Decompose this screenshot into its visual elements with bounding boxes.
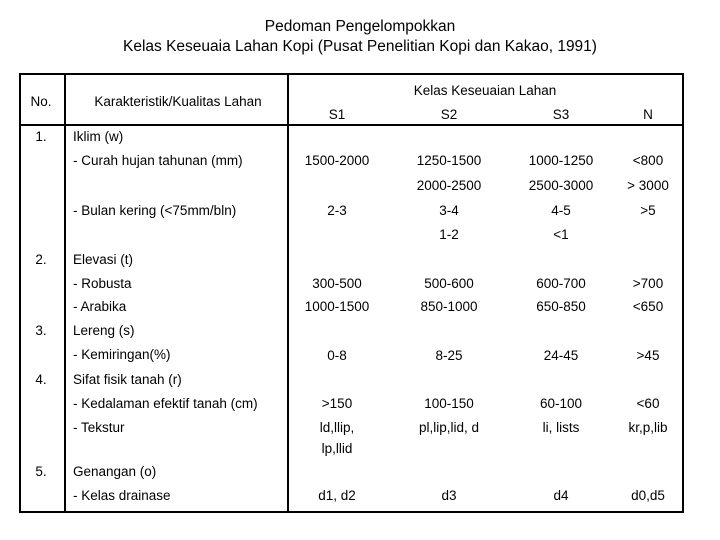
table-cell: d4 (553, 488, 569, 503)
section-name: Lereng (s) (73, 323, 135, 338)
table-cell: 300-500 (312, 276, 362, 291)
col-divider-no (64, 73, 66, 513)
section-number: 1. (35, 129, 47, 144)
table-cell: <1 (553, 227, 569, 242)
row-label: - Tekstur (73, 420, 125, 435)
section-name: Iklim (w) (73, 129, 124, 144)
table-cell: d1, d2 (318, 488, 356, 503)
section-name: Elevasi (t) (73, 252, 134, 267)
table-cell: 850-1000 (420, 299, 478, 314)
table-cell: >45 (636, 348, 660, 363)
row-label: - Bulan kering (<75mm/bln) (73, 203, 237, 218)
table-cell: <650 (632, 299, 664, 314)
table-cell: d3 (441, 488, 457, 503)
table-cell: 2000-2500 (416, 178, 482, 193)
header-class-group: Kelas Keseuaian Lahan (413, 83, 557, 98)
table-cell: > 3000 (627, 178, 669, 193)
section-number: 3. (35, 323, 47, 338)
table-cell: 1500-2000 (304, 153, 370, 168)
row-label: - Kelas drainase (73, 488, 171, 503)
table-cell: pl,lip,lid, d (418, 420, 480, 435)
table-cell: kr,p,lib (628, 420, 668, 435)
table-border-top (19, 73, 684, 75)
table-cell: 24-45 (543, 348, 579, 363)
title-line-1: Pedoman Pengelompokkan (264, 18, 456, 35)
table-cell: >5 (640, 203, 656, 218)
row-label: - Robusta (73, 276, 132, 291)
table-cell: 1000-1500 (304, 299, 370, 314)
table-cell: 100-150 (424, 396, 474, 411)
table-cell: lp,llid (321, 441, 353, 456)
row-label: - Arabika (73, 299, 127, 314)
table-cell: 8-25 (435, 348, 463, 363)
section-number: 5. (35, 464, 47, 479)
header-s3: S3 (552, 107, 570, 122)
table-border-bottom (19, 511, 684, 513)
section-number: 2. (35, 252, 47, 267)
table-cell: 2-3 (327, 203, 347, 218)
table-cell: 3-4 (439, 203, 459, 218)
table-cell: 1-2 (439, 227, 459, 242)
table-cell: 1000-1250 (528, 153, 594, 168)
table-cell: 2500-3000 (528, 178, 594, 193)
section-number: 4. (35, 372, 47, 387)
table-cell: >700 (632, 276, 664, 291)
table-cell: <800 (632, 153, 664, 168)
table-cell: <60 (636, 396, 660, 411)
table-cell: 0-8 (327, 348, 347, 363)
row-label: - Kedalaman efektif tanah (cm) (73, 396, 258, 411)
header-s2: S2 (440, 107, 458, 122)
table-cell: 650-850 (536, 299, 586, 314)
table-cell: 500-600 (424, 276, 474, 291)
row-label: - Kemiringan(%) (73, 347, 171, 362)
table-cell: ld,llip, (319, 420, 355, 435)
section-name: Sifat fisik tanah (r) (73, 372, 182, 387)
table-cell: 60-100 (539, 396, 583, 411)
table-border-right (682, 73, 684, 513)
table-cell: 600-700 (536, 276, 586, 291)
header-no: No. (30, 94, 52, 109)
table-cell: >150 (321, 396, 353, 411)
col-divider-char (287, 73, 289, 513)
table-cell: li, lists (542, 420, 580, 435)
header-separator (19, 124, 684, 126)
table-cell: d0,d5 (631, 488, 665, 503)
section-name: Genangan (o) (73, 464, 157, 479)
table-cell: 4-5 (551, 203, 571, 218)
header-s1: S1 (328, 107, 346, 122)
header-characteristic: Karakteristik/Kualitas Lahan (94, 94, 262, 109)
table-border-left (19, 73, 21, 513)
title-line-2: Kelas Keseuaia Lahan Kopi (Pusat Penelitian Kopi dan Kakao, 1991) (123, 38, 597, 55)
header-n: N (643, 107, 653, 122)
row-label: - Curah hujan tahunan (mm) (73, 153, 243, 168)
table-cell: 1250-1500 (416, 153, 482, 168)
